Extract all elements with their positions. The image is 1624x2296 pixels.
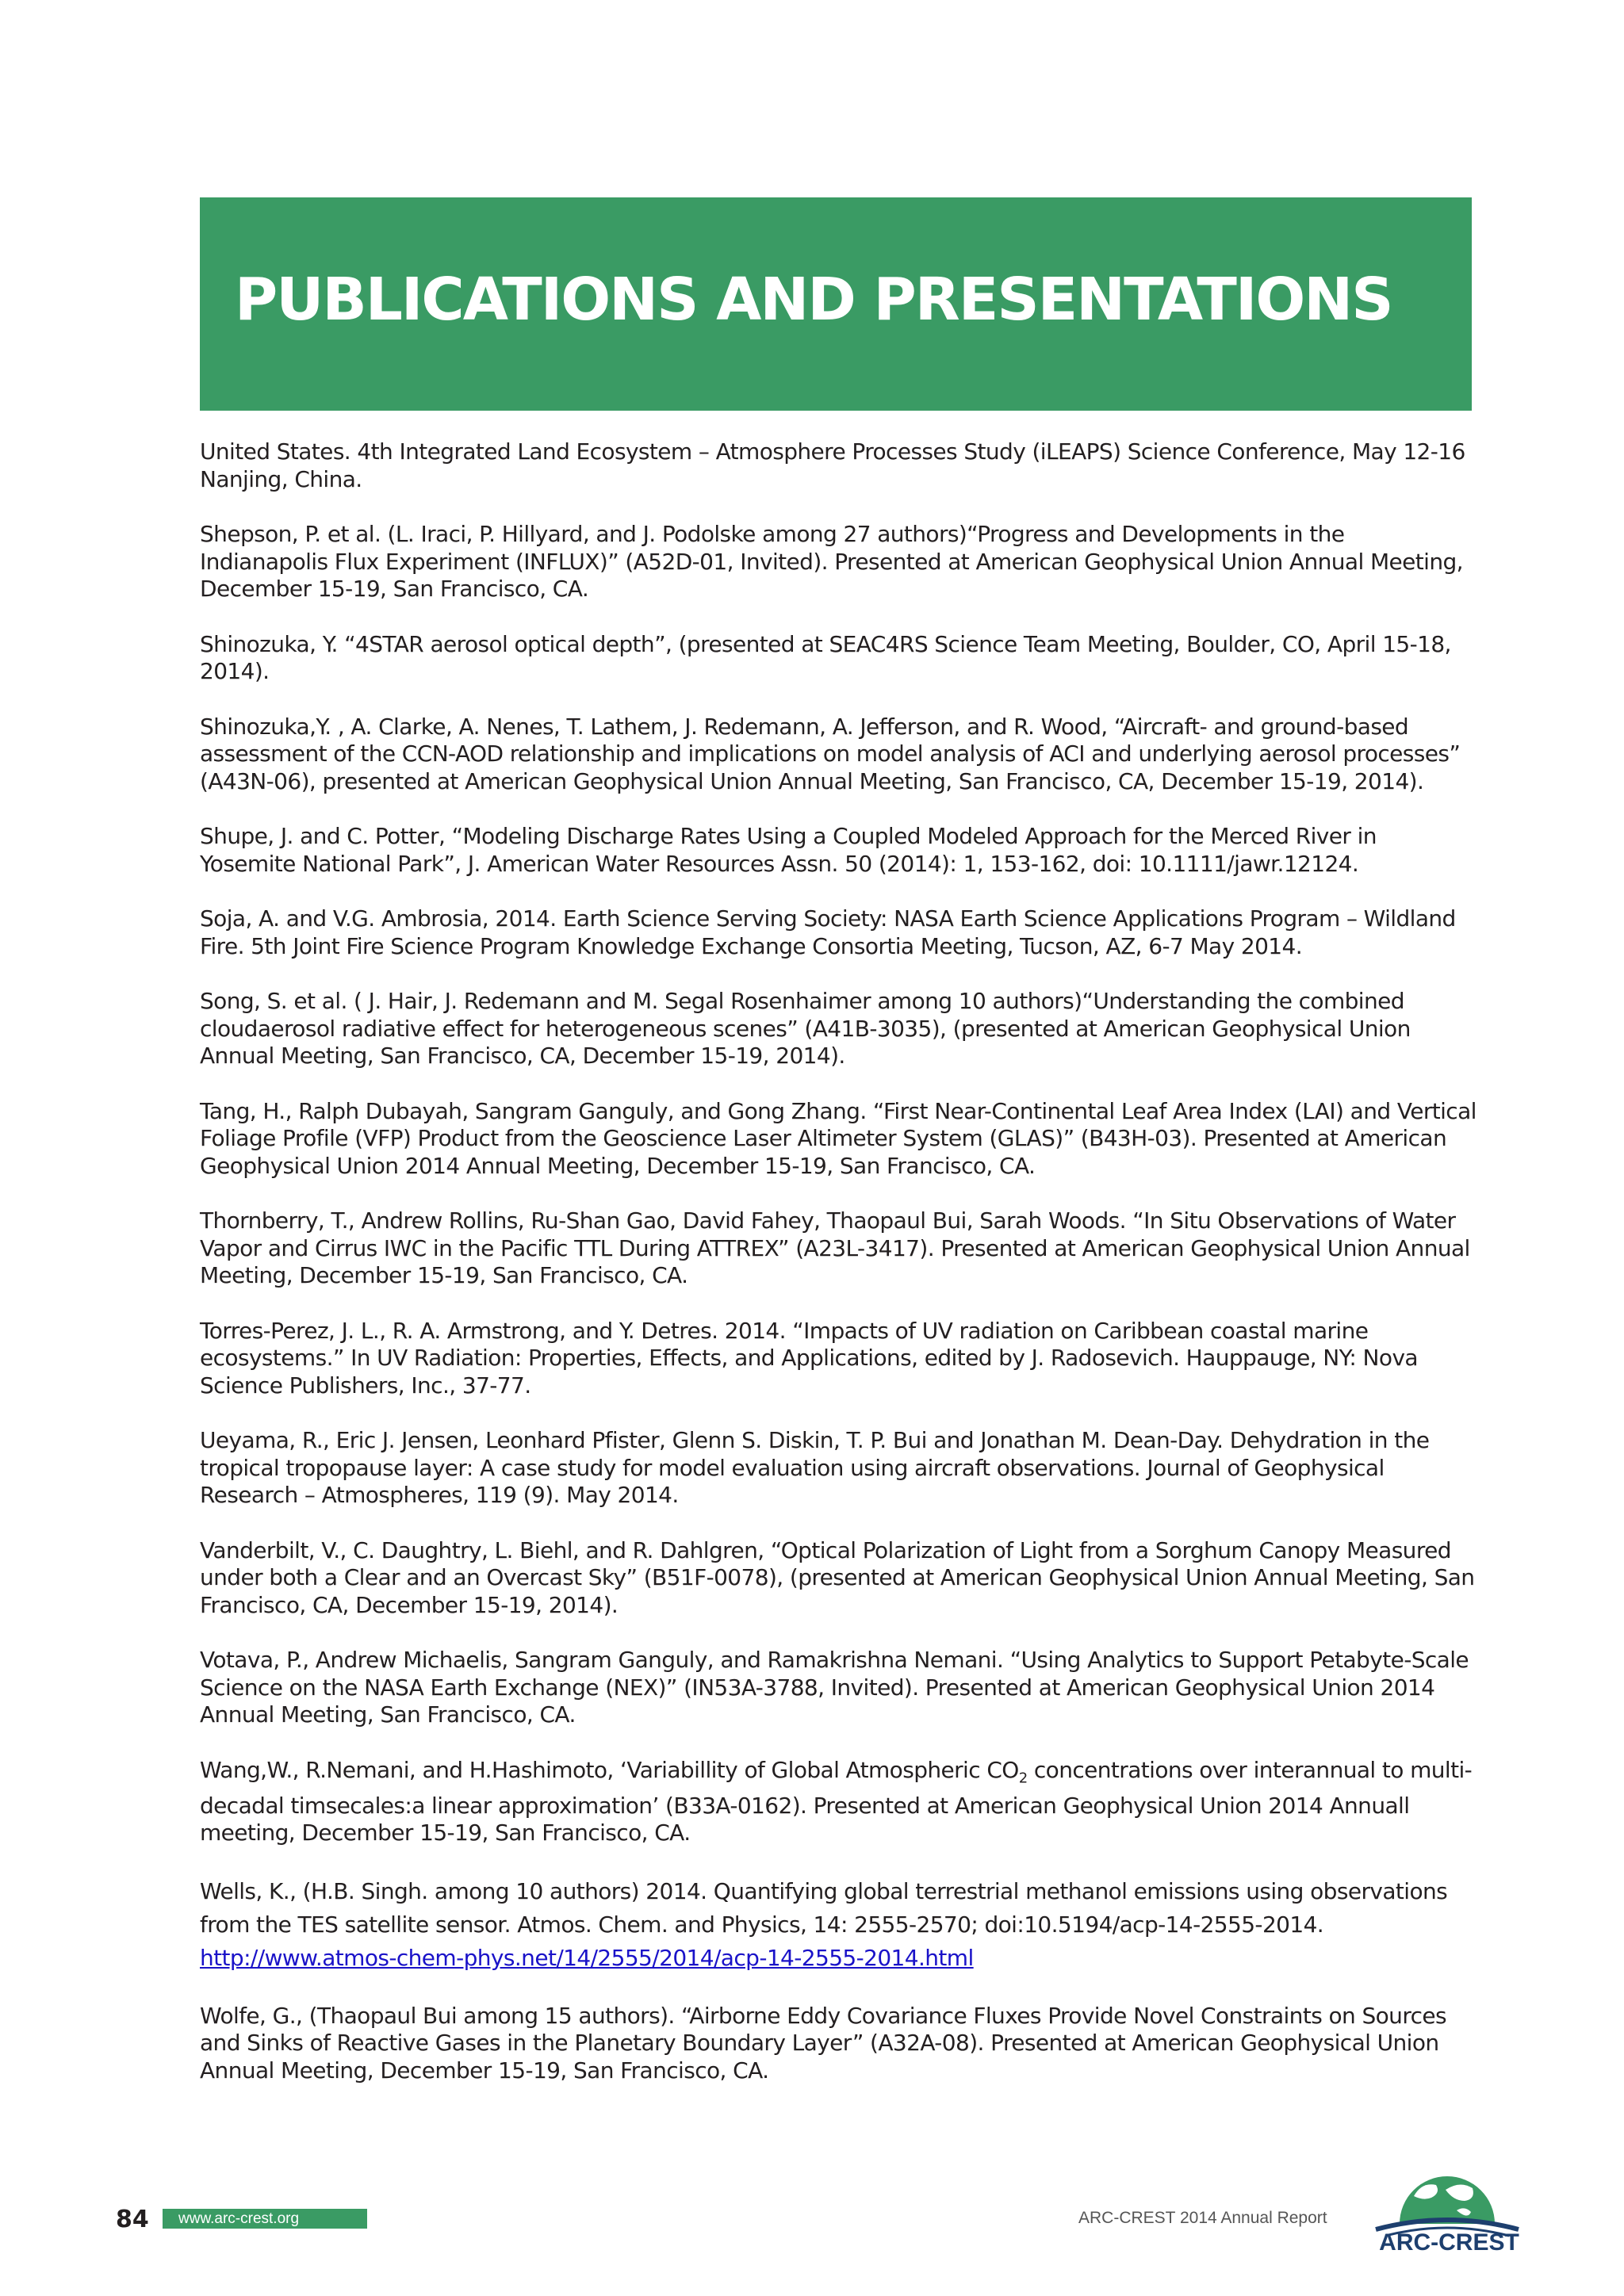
wang-text-before: Wang,W., R.Nemani, and H.Hashimoto, ‘Variabillity of Global Atmospheric CO: [200, 1756, 1019, 1783]
list-item: Shepson, P. et al. (L. Iraci, P. Hillyard, and J. Podolske among 27 authors)“Progress and Developments in the Indianapolis Flux Experiment (INFLUX)” (A52D-01, Invited). Presented at American Geophysical Union Annual Meeting, December 15-19, San Francisco, CA.: [200, 521, 1463, 602]
list-item: Tang, H., Ralph Dubayah, Sangram Ganguly, and Gong Zhang. “First Near-Continental Leaf Area Index (LAI) and Vertical Foliage Profile (VFP) Product from the Geoscience Laser Altimeter System (GLAS)” (B43H-03). Presented at American Geophysical Union 2014 Annual Meeting, December 15-19, San Francisco, CA.: [200, 1097, 1477, 1179]
report-title: ARC-CREST 2014 Annual Report: [1078, 2209, 1327, 2227]
co2-subscript: 2: [1018, 1770, 1028, 1787]
list-item: Shupe, J. and C. Potter, “Modeling Discharge Rates Using a Coupled Modeled Approach for the Merced River in Yosemite National Park”, J. American Water Resources Assn. 50 (2014): 1, 153-162, doi: 10.1111/jawr.12124.: [200, 823, 1377, 877]
publication-list: [200, 438, 1477, 2112]
list-item: Song, S. et al. ( J. Hair, J. Redemann and M. Segal Rosenhaimer among 10 authors)“Understanding the combined cloudaerosol radiative effect for heterogeneous scenes” (A41B-3035), (presented at American Geophysical Union Annual Meeting, San Francisco, CA, December 15-19, 2014).: [200, 988, 1411, 1069]
list-item: Shinozuka,Y. , A. Clarke, A. Nenes, T. Lathem, J. Redemann, A. Jefferson, and R. Wood, “Aircraft- and ground-based assessment of the CCN-AOD relationship and implications on model analysis of ACI and underlying aerosol processes” (A43N-06), presented at American Geophysical Union Annual Meeting, San Francisco, CA, December 15-19, 2014).: [200, 713, 1461, 794]
list-item: Vanderbilt, V., C. Daughtry, L. Biehl, and R. Dahlgren, “Optical Polarization of Light from a Sorghum Canopy Measured under both a Clear and an Overcast Sky” (B51F-0078), (presented at American Geophysical Union Annual Meeting, San Francisco, CA, December 15-19, 2014).: [200, 1536, 1475, 1618]
list-item-wang: [200, 1757, 1477, 1847]
list-item: Torres-Perez, J. L., R. A. Armstrong, and Y. Detres. 2014. “Impacts of UV radiation on Caribbean coastal marine ecosystems.” In UV Radiation: Properties, Effects, and Applications, edited by J. Radosevich. Hauppauge, NY: Nova Science Publishers, Inc., 37-77.: [200, 1317, 1418, 1399]
wang-text-after: concentrations over interannual to multi-decadal timsecales:a linear approximation’ (B33A-0162). Presented at American Geophysical Union 2014 Annuall meeting, December 15-19, San Francisco, CA.: [200, 1756, 1473, 1846]
title-banner: [200, 197, 1472, 411]
list-item: Votava, P., Andrew Michaelis, Sangram Ganguly, and Ramakrishna Nemani. “Using Analytics to Support Petabyte-Scale Science on the NASA Earth Exchange (NEX)” (IN53A-3788, Invited). Presented at American Geophysical Union 2014 Annual Meeting, San Francisco, CA.: [200, 1647, 1469, 1728]
wells-text: Wells, K., (H.B. Singh. among 10 authors) 2014. Quantifying global terrestrial methanol emissions using observations from the TES satellite sensor. Atmos. Chem. and Physics, 14: 2555-2570; doi:10.5194/acp-14-2555-2014.: [200, 1877, 1448, 1938]
website-bar: [163, 2209, 367, 2229]
list-item: Shinozuka, Y. “4STAR aerosol optical depth”, (presented at SEAC4RS Science Team Meeting, Boulder, CO, April 15-18, 2014).: [200, 630, 1451, 684]
wells-link[interactable]: http://www.atmos-chem-phys.net/14/2555/2014/acp-14-2555-2014.html: [200, 1944, 974, 1971]
list-item-wells: [200, 1875, 1477, 1975]
website-link[interactable]: www.arc-crest.org: [178, 2210, 300, 2227]
list-item: Ueyama, R., Eric J. Jensen, Leonhard Pfister, Glenn S. Diskin, T. P. Bui and Jonathan M. Dean-Day. Dehydration in the tropical tropopause layer: A case study for model evaluation using aircraft observations. Journal of Geophysical Research – Atmospheres, 119 (9). May 2014.: [200, 1427, 1430, 1508]
arc-crest-logo-icon: [1368, 2141, 1526, 2244]
page-number: 84: [116, 2206, 149, 2233]
list-item: Wolfe, G., (Thaopaul Bui among 15 authors). “Airborne Eddy Covariance Fluxes Provide Novel Constraints on Sources and Sinks of Reactive Gases in the Planetary Boundary Layer” (A32A-08). Presented at American Geophysical Union Annual Meeting, December 15-19, San Francisco, CA.: [200, 2002, 1447, 2084]
logo-text: ARC-CREST: [1379, 2229, 1519, 2256]
page-title: PUBLICATIONS AND PRESENTATIONS: [235, 266, 1392, 334]
list-item: Soja, A. and V.G. Ambrosia, 2014. Earth Science Serving Society: NASA Earth Science Applications Program – Wildland Fire. 5th Joint Fire Science Program Knowledge Exchange Consortia Meeting, Tucson, AZ, 6-7 May 2014.: [200, 905, 1456, 959]
list-item: Thornberry, T., Andrew Rollins, Ru-Shan Gao, David Fahey, Thaopaul Bui, Sarah Woods. “In Situ Observations of Water Vapor and Cirrus IWC in the Pacific TTL During ATTREX” (A23L-3417). Presented at American Geophysical Union Annual Meeting, December 15-19, San Francisco, CA.: [200, 1207, 1470, 1288]
list-item: United States. 4th Integrated Land Ecosystem – Atmosphere Processes Study (iLEAPS) Science Conference, May 12-16 Nanjing, China.: [200, 438, 1465, 492]
